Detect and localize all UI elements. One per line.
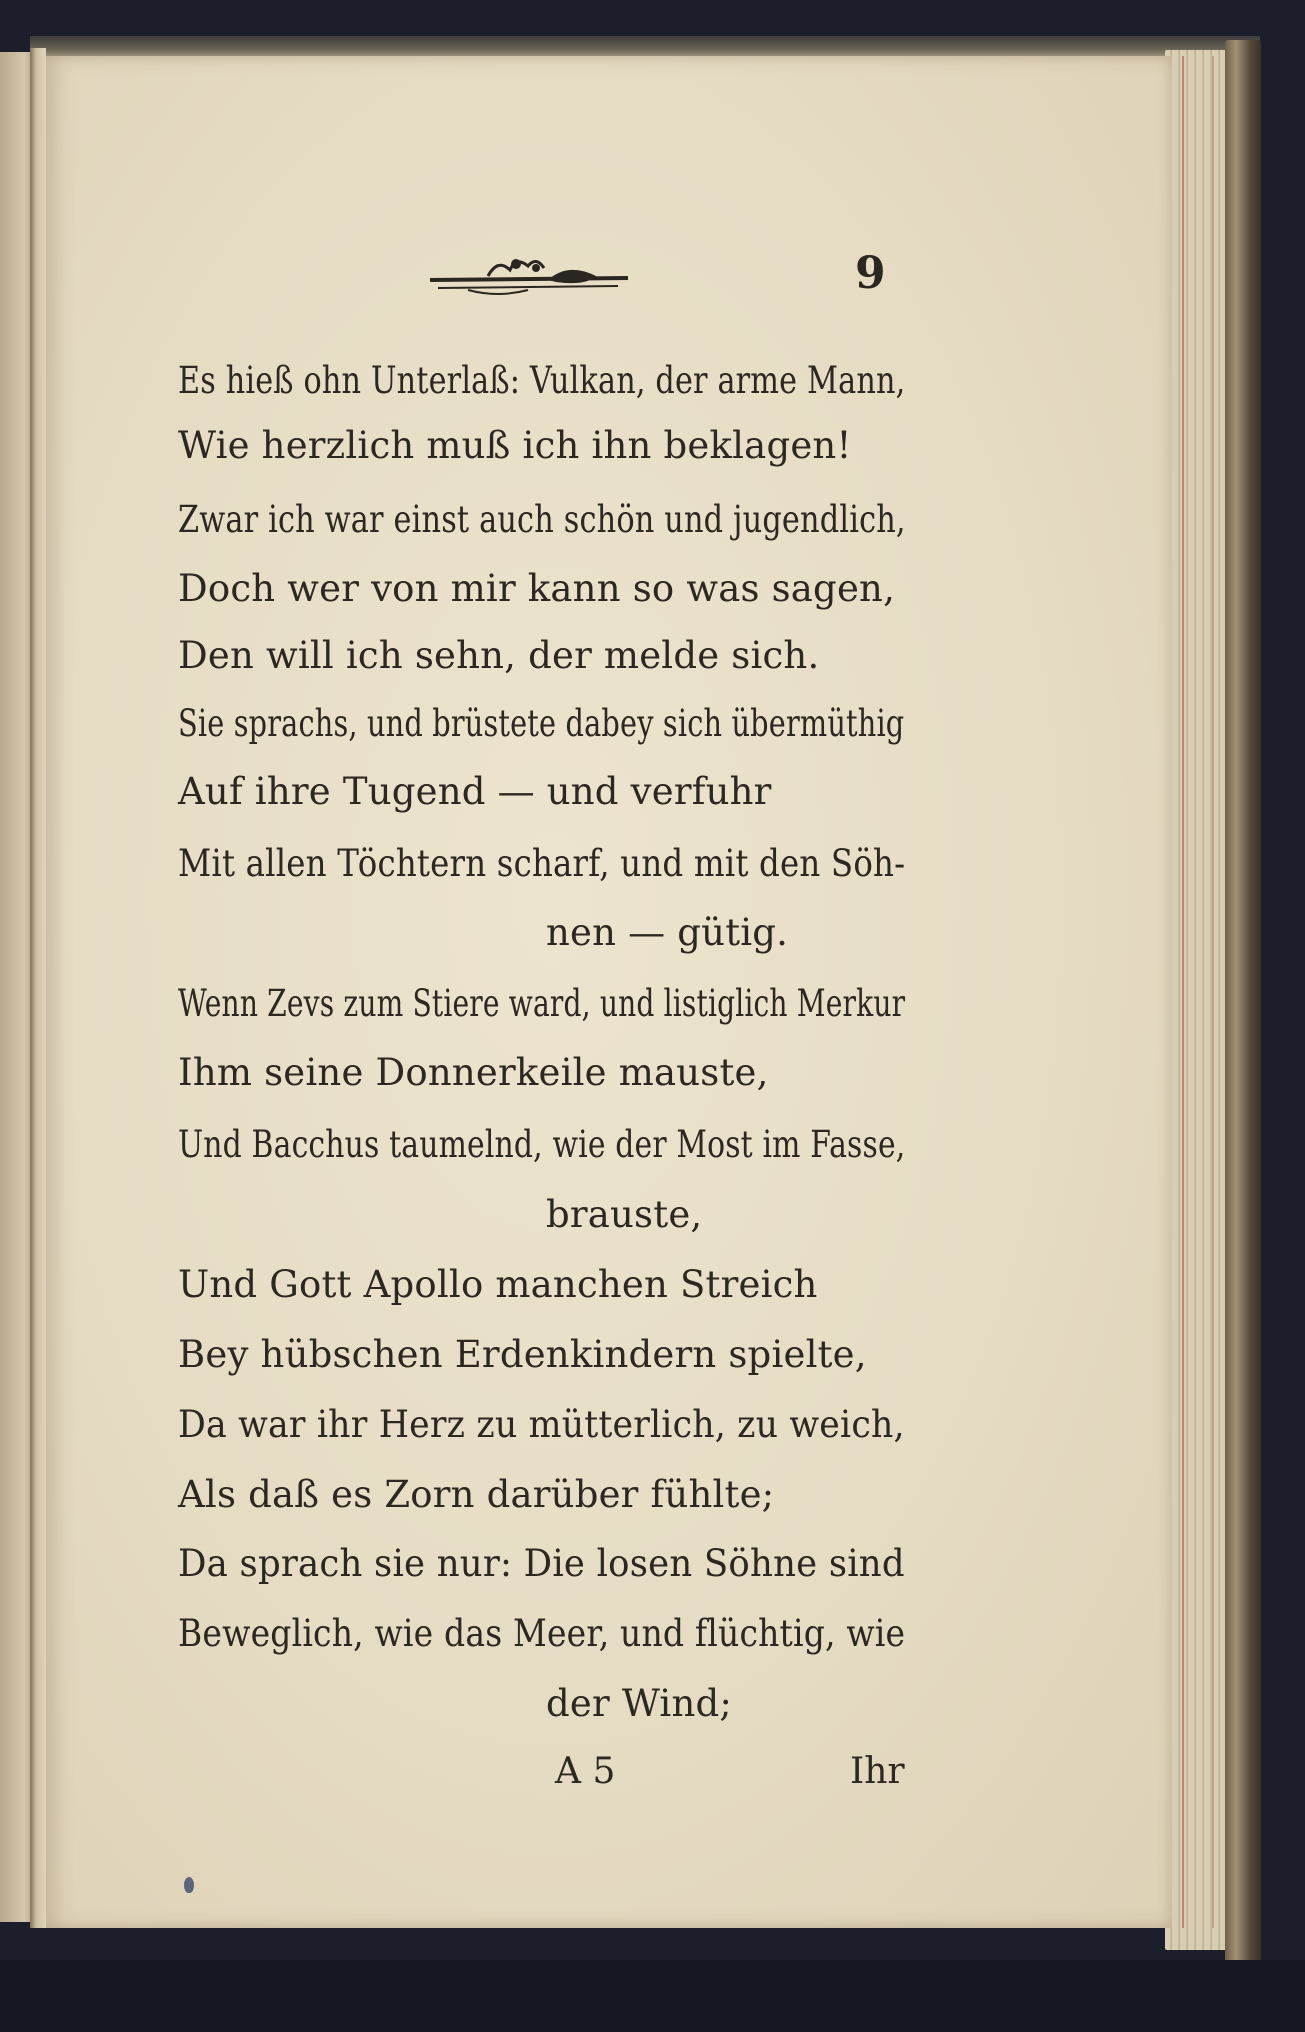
text-line: Den will ich sehn, der melde sich.	[178, 634, 820, 677]
ink-spot	[184, 1877, 194, 1893]
text-line: Auf ihre Tugend — und verfuhr	[178, 770, 772, 813]
text-line: Wie herzlich muß ich ihn beklagen!	[178, 424, 852, 467]
text-line: Wenn Zevs zum Stiere ward, und listiglich Merkur	[178, 982, 906, 1025]
text-line: brauste,	[546, 1193, 703, 1236]
text-line: nen — gütig.	[546, 911, 789, 954]
text-line: Und Gott Apollo manchen Streich	[178, 1263, 818, 1306]
text-line: Bey hübschen Erdenkindern spielte,	[178, 1333, 867, 1376]
text-line: Sie sprachs, und brüstete dabey sich übermüthig	[178, 702, 905, 745]
text-line: Da war ihr Herz zu mütterlich, zu weich,	[178, 1403, 905, 1446]
text-line: Doch wer von mir kann so was sagen,	[178, 567, 896, 610]
ornament-vignette-icon	[428, 250, 638, 310]
page-number: 9	[855, 248, 886, 299]
catchword: Ihr	[850, 1751, 905, 1792]
text-line: der Wind;	[546, 1682, 733, 1725]
text-line: Mit allen Töchtern scharf, und mit den Söh-	[178, 842, 906, 885]
signature-mark: A 5	[555, 1751, 616, 1792]
text-line: Da sprach sie nur: Die losen Söhne sind	[178, 1542, 905, 1585]
text-line: Beweglich, wie das Meer, und flüchtig, wie	[178, 1612, 906, 1655]
text-line: Und Bacchus taumelnd, wie der Most im Fasse,	[178, 1123, 906, 1166]
text-line: Ihm seine Donnerkeile mauste,	[178, 1051, 769, 1094]
page-header	[428, 250, 888, 310]
text-line: Zwar ich war einst auch schön und jugendlich,	[178, 498, 906, 541]
text-line: Als daß es Zorn darüber fühlte;	[178, 1473, 775, 1516]
text-line: Es hieß ohn Unterlaß: Vulkan, der arme Mann,	[178, 359, 906, 402]
